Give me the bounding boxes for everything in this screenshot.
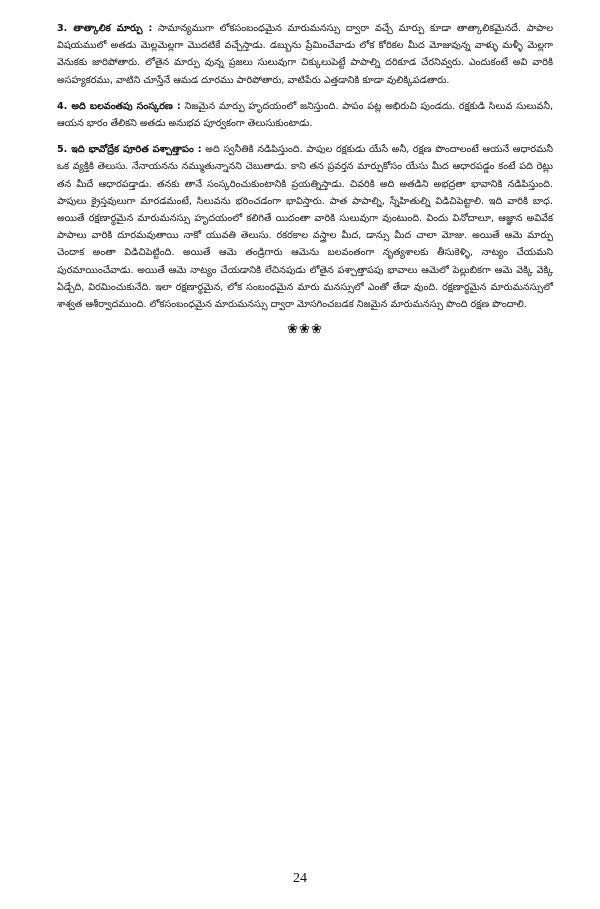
- page-number: 24: [293, 871, 307, 886]
- paragraph-heading: 5. ఇది భావోద్రేక పూరిత పశ్చాత్తాపం :: [57, 144, 202, 156]
- paragraph-forced-reform: [57, 98, 553, 132]
- paragraph-emotional-repentance: [57, 141, 553, 313]
- paragraph-heading: 3. తాత్కాలిక మార్పు :: [57, 23, 153, 34]
- paragraph-body: సామాన్యముగా లోకసంబంధమైన మారుమనస్సు ద్వారా వచ్చే మార్పు కూడా తాత్కాలికమైనదే. పాపాల విషయములో అతడు మెల్లమెల్లగా మొదటికే వచ్చేస్తాడు. డబ్బును ప్రేమించేవాడు లోక కోరికల మీద మోజువున్న వాళ్ళు మళ్ళీ మెల్లగా వెనుకకు జారిపోతారు. లోతైన మార్పు వున్న ప్రజలు సులువుగా చిక్కులుపెట్టే పాపాల్ని దరికూడ చేరనివ్వరు. ఎందుకంటే అవి వారికి అసహ్యకరము, వాటిని చూస్తేనే ఆమడ దూరము పారిపోతారు, వాటిపేరు ఎత్తడానికి కూడా వులిక్కిపడతారు.: [57, 23, 553, 86]
- page-content: [57, 20, 553, 337]
- paragraph-temporary-change: [57, 20, 553, 89]
- paragraph-heading: 4. అది బలవంతపు సంస్కరణ :: [57, 100, 181, 112]
- paragraph-body: అది స్వనీతికి నడిపిస్తుంది. పాపుల రక్షకుడు యేసే అనీ, రక్షణ పొందాలంటే ఆయనే ఆధారమనీ ఒక వ్యక్తికి తెలుసు. నేనాయనను నమ్ముతున్నానని చెబుతాడు. కాని తన ప్రవర్తన మార్పుకోసం యేసు మీద ఆధారపడ్డం కంటే పది రెట్లు తన మీదే ఆధారపడ్తాడు. తనకు తానే సంస్కరించుకుంటానికి ప్రయత్నిస్తాడు. చివరికి అది అతడిని అభద్రతా భావానికి నడిపిస్తుంది. పాపులు క్రైస్తవులుగా మారడమంటే, సిలువను భరించడంగా భావిస్తారు. పాత పాపాల్ని, స్నేహితుల్ని విడిచిపెట్టాలి. ఇది వారికి బాధ. అయితే రక్షణార్థమైన మారుమనస్సు హృదయంలో కలిగితే యిదంతా వారికి సులువుగా వుంటుంది. విందు వినోదాలూ, ఆజ్ఞాన అవివేక పాపాలు వారికి దూరమవుతాయి నాకో యువతి తెలుసు. రకరకాల వస్త్రాల మీద, డాన్సు మీద చాలా మోజు. అయితే ఆమె మార్పు చెందాక అంతా విడిచిపెట్టింది. అయితే ఆమె తండ్రిగారు ఆమెను బలవంతంగా నృత్యశాలకు తీసుకెళ్ళి, నాట్యం చేయమని పురమాయించేవాడు. అయితే ఆమె నాట్యం చేయడానికి లేచినపుడు లోతైన పశ్చాత్తాపపు భావాలు ఆమెలో పెల్లుబికగా ఆమె వెక్కి వెక్కి ఏడ్చేది, విరమించుకునేది. ఇలా రక్షణార్థమైన, లోక సంబంధమైన మారు మనస్సులో ఎంతో తేడా వుంది. రక్షణార్థమైన మారుమనస్సులో శాశ్వత ఆశీర్వాదముంది. లోకసంబంధమైన మారుమనస్సు ద్వారా మోసగించబడక నిజమైన మారుమనస్సు పొంది రక్షణ పొందాలి.: [57, 144, 554, 311]
- paragraph-body: నిజమైన మార్పు హృదయంలో జనిస్తుంది. పాపం పట్ల అభిరుచి పుండదు. రక్షకుడి సిలువ సులువనీ, ఆయన భారం తేలికని అతడు అనుభవ పూర్వకంగా తెలుసుకుంటాడు.: [57, 100, 553, 130]
- section-divider-ornament: ❀❀❀: [287, 322, 323, 338]
